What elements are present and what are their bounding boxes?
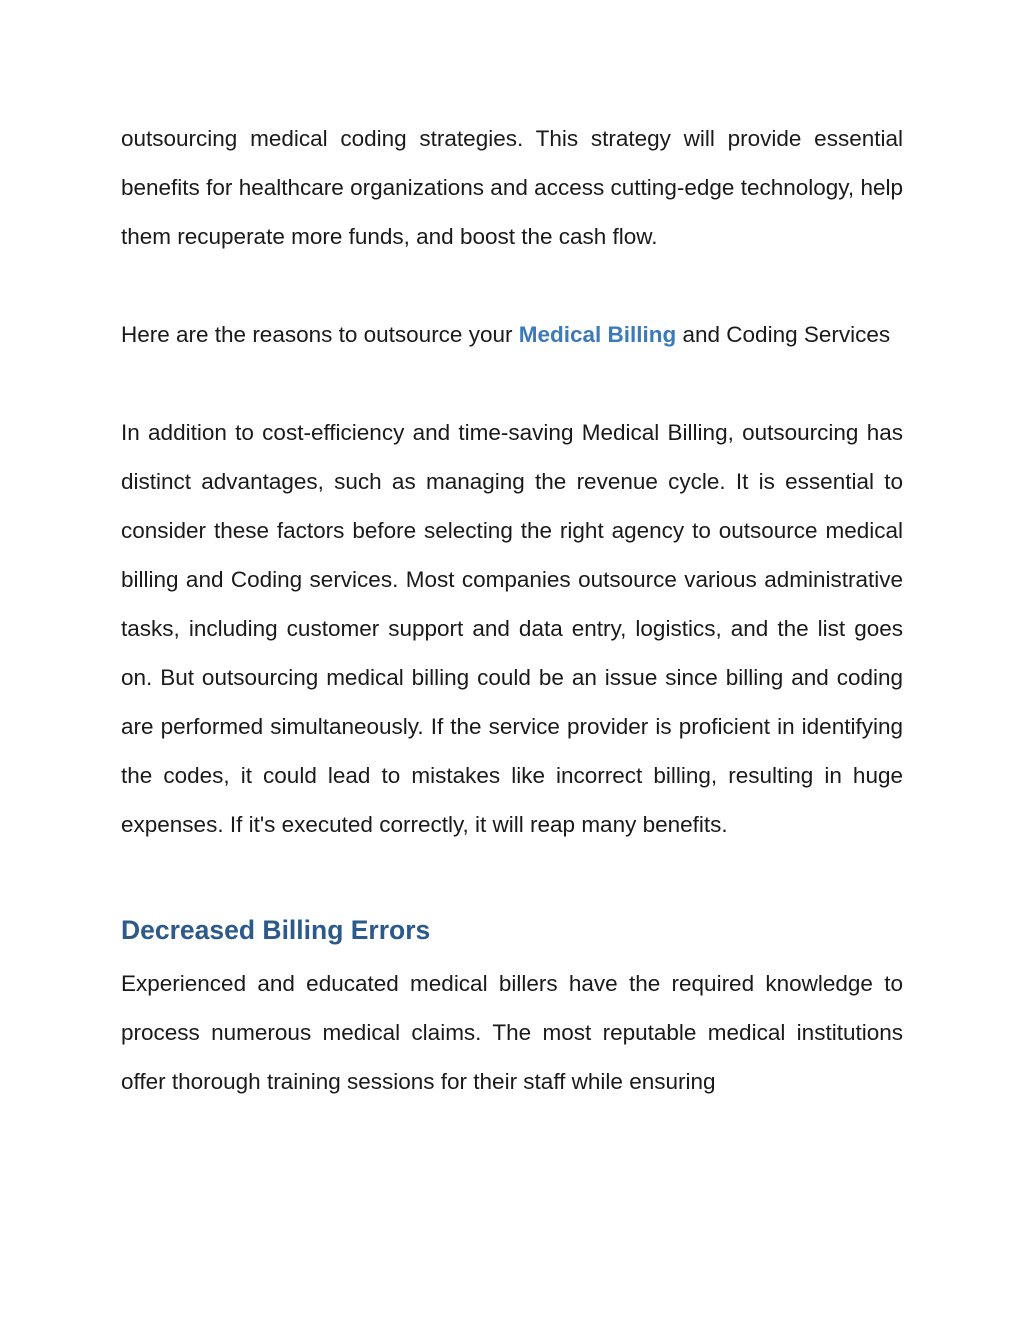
paragraph-text-after-link: and Coding Services	[676, 322, 891, 347]
section-heading-decreased-billing-errors: Decreased Billing Errors	[121, 915, 431, 945]
paragraph-text-before-link: Here are the reasons to outsource your	[121, 322, 519, 347]
medical-billing-link[interactable]: Medical Billing	[518, 322, 677, 347]
paragraph-reasons-to-outsource	[121, 310, 903, 359]
paragraph-experienced-billers: Experienced and educated medical billers have the required knowledge to process numerous medical claims. The most reputable medical institutions offer thorough training sessions for their staff while ensuring	[121, 971, 903, 1094]
document-page	[121, 114, 903, 1106]
paragraph-outsourcing-strategies: outsourcing medical coding strategies. This strategy will provide essential benefits for healthcare organizations and access cutting-edge technology, help them recuperate more funds, and boost the cash flow.	[121, 126, 903, 249]
paragraph-cost-efficiency: In addition to cost-efficiency and time-saving Medical Billing, outsourcing has distinct advantages, such as managing the revenue cycle. It is essential to consider these factors before selecting the right agency to outsource medical billing and Coding services. Most companies outsource various administrative tasks, including customer support and data entry, logistics, and the list goes on. But outsourcing medical billing could be an issue since billing and coding are performed simultaneously. If the service provider is proficient in identifying the codes, it could lead to mistakes like incorrect billing, resulting in huge expenses. If it's executed correctly, it will reap many benefits.	[121, 420, 903, 837]
